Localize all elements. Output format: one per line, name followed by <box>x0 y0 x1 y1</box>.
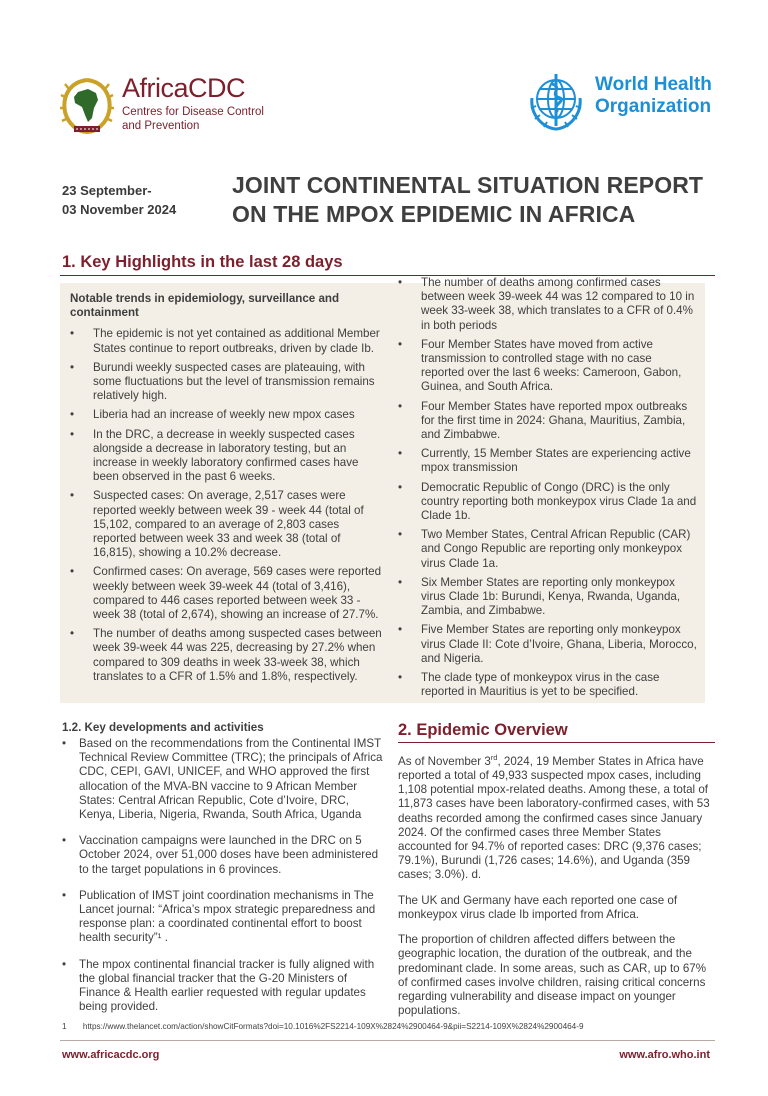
footer-left-link[interactable]: www.africacdc.org <box>62 1049 160 1061</box>
footnote-link[interactable]: https://www.thelancet.com/action/showCitFormats?doi=10.1016%2FS2214-109X%2824%2900464-9&pii=S2214-109X%2824%2900464-9 <box>82 1022 584 1031</box>
africa-cdc-name: AfricaCDC <box>122 73 246 103</box>
list-item: • The epidemic is not yet contained as additional Member States continue to report outbreaks, driven by clade Ib. <box>70 327 382 355</box>
list-item: • Publication of IMST joint coordination mechanisms in The Lancet journal: “Africa’s mpox strategic preparedness and response plan: a coordinated continental effort to boost health security”¹ . <box>62 889 385 946</box>
footnote <box>62 1022 584 1031</box>
highlights-right-list <box>398 276 698 699</box>
report-date-line2: 03 November 2024 <box>62 202 177 217</box>
list-item: • Currently, 15 Member States are experiencing active mpox transmission <box>398 447 698 475</box>
list-item: • Liberia had an increase of weekly new mpox cases <box>70 408 382 422</box>
list-item: • Two Member States, Central African Republic (CAR) and Congo Republic are reporting only monkeypox virus Clade 1a. <box>398 528 698 571</box>
report-title <box>232 171 703 229</box>
overview-p1-sup: rd <box>490 753 498 762</box>
overview-paragraph-3: The proportion of children affected differs between the geographic location, the duration of the outbreak, and the predominant clade. In some areas, such as CAR, up to 67% of confirmed cases involve children, raising critical concerns regarding vulnerability and disease impact on younger populations. <box>398 933 707 1018</box>
list-item: • Confirmed cases: On average, 569 cases were reported weekly between week 39-week 44 (total of 3,416), compared to 446 cases reported between week 33 - week 38 (total of 2,674), showing an increase of 27.7%. <box>70 565 382 622</box>
highlights-right-column <box>398 276 698 704</box>
who-logo <box>520 66 720 138</box>
highlights-heading: 1. Key Highlights in the last 28 days <box>62 253 343 271</box>
footer-right-link[interactable]: www.afro.who.int <box>619 1049 710 1061</box>
list-item: • The mpox continental financial tracker is fully aligned with the global financial tracker that the G-20 Ministers of Finance & Health earlier requested with regular updates being provided. <box>62 958 385 1015</box>
highlights-left-column <box>70 292 382 689</box>
overview-column <box>398 751 714 1029</box>
overview-p1-pre: As of November 3 <box>398 754 491 768</box>
africa-cdc-subtitle-line2: and Prevention <box>122 120 200 132</box>
report-date-line1: 23 September- <box>62 183 152 198</box>
africa-cdc-emblem-icon <box>58 74 116 138</box>
africa-cdc-subtitle <box>122 105 264 133</box>
list-item: • The clade type of monkeypox virus in the case reported in Mauritius is yet to be specified. <box>398 671 698 699</box>
highlights-lead: Notable trends in epidemiology, surveillance and containment <box>70 292 340 320</box>
list-item: • Five Member States are reporting only monkeypox virus Clade II: Cote d’Ivoire, Ghana, Liberia, Morocco, and Nigeria. <box>398 623 698 666</box>
who-name <box>595 74 712 118</box>
developments-heading: 1.2. Key developments and activities <box>62 721 264 734</box>
africa-cdc-subtitle-line1: Centres for Disease Control <box>122 106 264 118</box>
overview-divider <box>398 742 715 743</box>
developments-column <box>62 737 385 1026</box>
footnote-number: 1 <box>62 1022 67 1031</box>
who-name-line2: Organization <box>595 96 712 117</box>
report-title-line2: ON THE MPOX EPIDEMIC IN AFRICA <box>232 201 636 227</box>
report-title-line1: JOINT CONTINENTAL SITUATION REPORT <box>232 172 704 198</box>
overview-paragraph-2: The UK and Germany have each reported one case of monkeypox virus clade Ib imported from Africa. <box>398 893 678 921</box>
list-item: • Based on the recommendations from the Continental IMST Technical Review Committee (TRC); the principals of Africa CDC, CEPI, GAVI, UNICEF, and WHO approved the first allocation of the MVA-BN vaccine to 9 African Member States: Central African Republic, Cote d’Ivoire, DRC, Kenya, Liberia, Nigeria, Rwanda, South Africa, Uganda <box>62 737 385 822</box>
highlights-box <box>60 276 705 703</box>
list-item: • The number of deaths among suspected cases between week 39-week 44 was 225, decreasing by 27.2% when compared to 309 deaths in week 33-week 38, which translates to a CFR of 1.5% and 1.8%, respectively. <box>70 627 382 684</box>
overview-p1-post: , 2024, 19 Member States in Africa have reported a total of 49,933 suspected mpox cases, including 1,108 potential mpox-related deaths. Among these, a total of 11,873 cases have been laboratory-confirmed cases, with 53 deaths recorded among the confirmed cases since January 2024. Of the confirmed cases three Member States accounted for 94.7% of reported cases: DRC (9,376 cases; 79.1%), Burundi (1,726 cases; 14.6%), and Uganda (359 cases; 3.0%). d. <box>398 754 710 882</box>
footer-divider <box>60 1040 715 1041</box>
highlights-left-list <box>70 327 382 684</box>
africa-cdc-logo <box>58 72 273 142</box>
list-item: • Four Member States have moved from active transmission to controlled stage with no case reported over the last 6 weeks: Cameroon, Gabon, Guinea, and South Africa. <box>398 338 698 395</box>
report-date <box>62 181 176 219</box>
list-item: • Democratic Republic of Congo (DRC) is the only country reporting both monkeypox virus Clade 1a and Clade 1b. <box>398 481 698 524</box>
list-item: • Six Member States are reporting only monkeypox virus Clade 1b: Burundi, Kenya, Rwanda, Uganda, Zambia, and Zimbabwe. <box>398 576 698 619</box>
overview-paragraph-1 <box>398 751 714 883</box>
overview-heading: 2. Epidemic Overview <box>398 721 568 739</box>
list-item: • Suspected cases: On average, 2,517 cases were reported weekly between week 39 - week 44 (total of 15,102, compared to an average of 2,803 cases reported between week 33 and week 38 (total of 16,815), showing a 10.2% decrease. <box>70 489 382 560</box>
list-item: • In the DRC, a decrease in weekly suspected cases alongside a decrease in laboratory testing, but an increase in weekly laboratory confirmed cases have been observed in the past 6 weeks. <box>70 428 382 485</box>
list-item: • Four Member States have reported mpox outbreaks for the first time in 2024: Ghana, Mauritius, Zambia, and Zimbabwe. <box>398 400 698 443</box>
list-item: • The number of deaths among confirmed cases between week 39-week 44 was 12 compared to 10 in week 33-week 38, which translates to a CFR of 0.4% in both periods <box>398 276 698 333</box>
list-item: • Burundi weekly suspected cases are plateauing, with some fluctuations but the level of transmission remains relatively high. <box>70 361 382 404</box>
who-name-line1: World Health <box>595 74 712 95</box>
who-emblem-icon <box>522 68 590 136</box>
developments-list <box>62 737 385 1014</box>
list-item: • Vaccination campaigns were launched in the DRC on 5 October 2024, over 51,000 doses have been administered to the target populations in 6 provinces. <box>62 834 385 877</box>
